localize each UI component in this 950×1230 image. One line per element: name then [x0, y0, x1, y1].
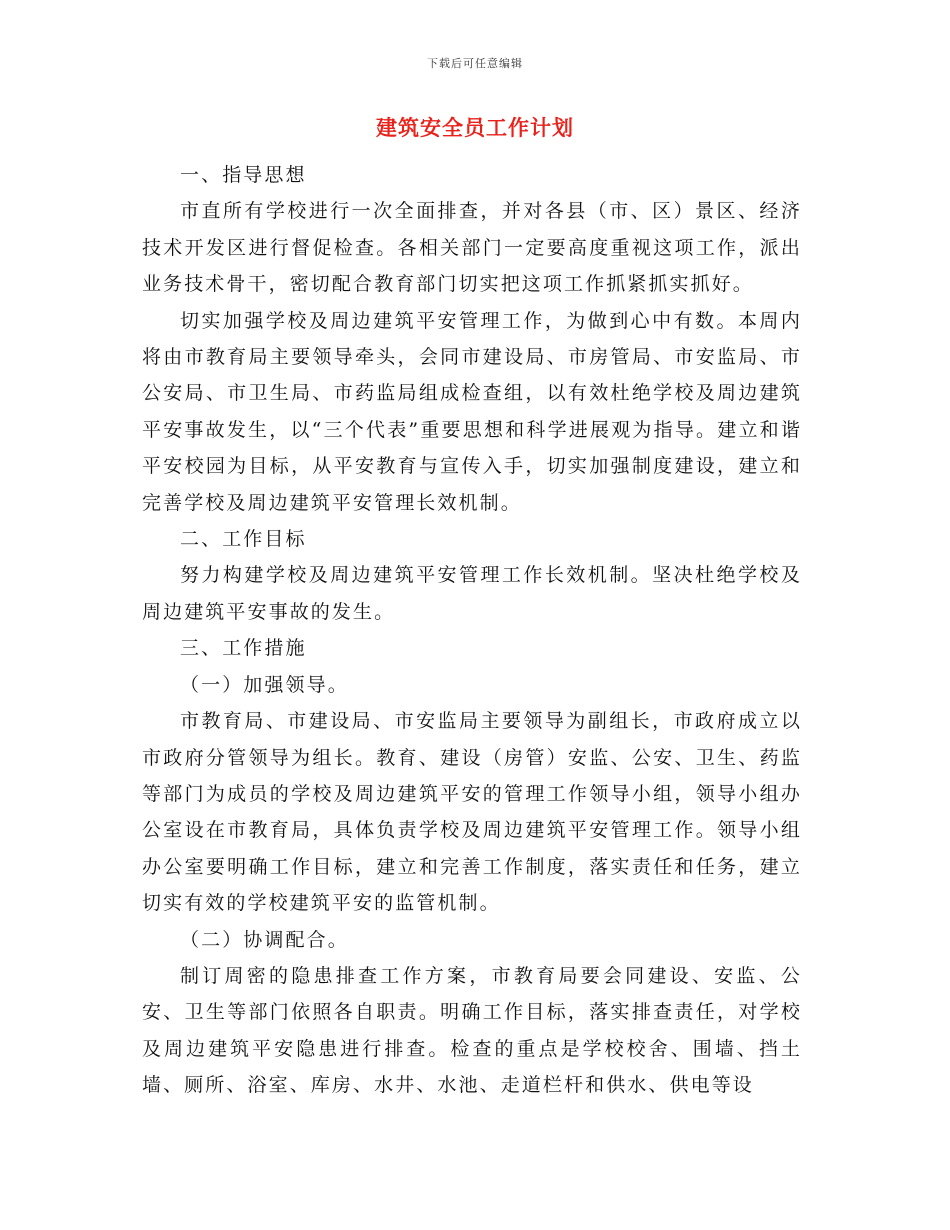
header-note: 下载后可任意编辑	[427, 57, 523, 70]
paragraph: 市直所有学校进行一次全面排查，并对各县（市、区）景区、经济技术开发区进行督促检查。各相关部门一定要高度重视这项工作，派出业务技术骨干，密切配合教育部门切实把这项工作抓紧抓实抓好。	[142, 200, 802, 296]
document-body	[142, 157, 802, 1104]
paragraph: 制订周密的隐患排查工作方案，市教育局要会同建设、安监、公安、卫生等部门依照各自职责。明确工作目标，落实排查责任，对学校及周边建筑平安隐患进行排查。检查的重点是学校校舍、围墙、挡土墙、厕所、浴室、库房、水井、水池、走道栏杆和供水、供电等设	[142, 964, 802, 1097]
section-heading: 一、指导思想	[180, 164, 307, 186]
subsection-heading: （二）协调配合。	[180, 928, 349, 951]
section-heading: 二、工作目标	[180, 528, 307, 551]
document-title: 建筑安全员工作计划	[376, 115, 574, 140]
paragraph: 努力构建学校及周边建筑平安管理工作长效机制。坚决杜绝学校及周边建筑平安事故的发生。	[142, 564, 802, 623]
paragraph: 切实加强学校及周边建筑平安管理工作，为做到心中有数。本周内将由市教育局主要领导牵头，会同市建设局、市房管局、市安监局、市公安局、市卫生局、市药监局组成检查组，以有效杜绝学校及周边建筑平安事故发生，以“三个代表”重要思想和科学进展观为指导。建立和谐平安校园为目标，从平安教育与宣传入手，切实加强制度建设，建立和完善学校及周边建筑平安管理长效机制。	[142, 309, 802, 514]
paragraph: 市教育局、市建设局、市安监局主要领导为副组长，市政府成立以市政府分管领导为组长。教育、建设（房管）安监、公安、卫生、药监等部门为成员的学校及周边建筑平安的管理工作领导小组，领导小组办公室设在市教育局，具体负责学校及周边建筑平安管理工作。领导小组办公室要明确工作目标，建立和完善工作制度，落实责任和任务，建立切实有效的学校建筑平安的监管机制。	[142, 710, 802, 915]
subsection-heading: （一）加强领导。	[180, 673, 349, 696]
section-heading: 三、工作措施	[180, 637, 307, 660]
